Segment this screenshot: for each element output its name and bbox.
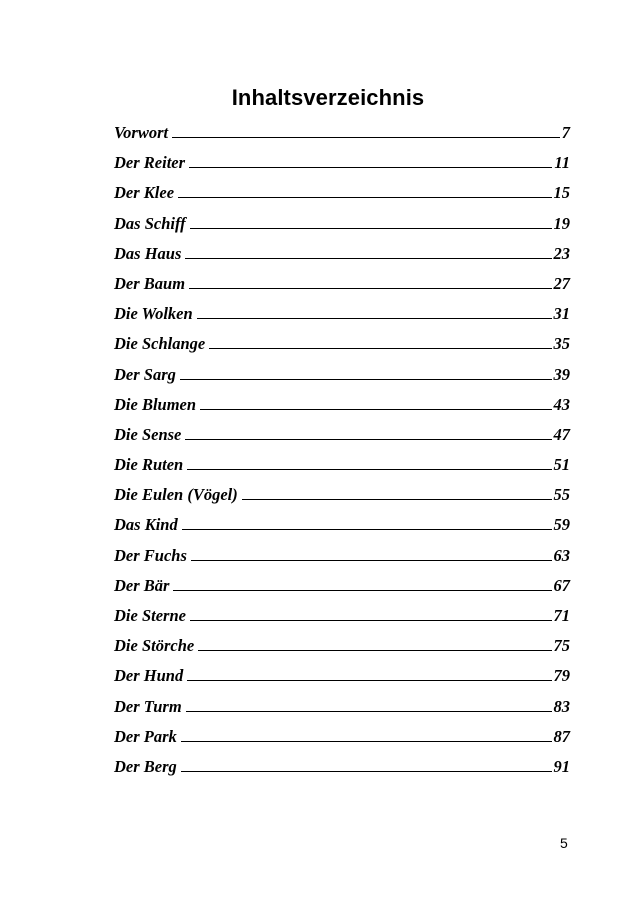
toc-entry-page: 35	[553, 334, 570, 354]
toc-entry	[114, 571, 570, 601]
toc-entry	[114, 601, 570, 631]
toc-entry-page: 43	[553, 394, 570, 414]
toc-entry-label: Das Haus	[114, 243, 182, 263]
toc-leader-line	[180, 379, 552, 380]
toc-entry-label: Der Fuchs	[114, 545, 187, 565]
toc-entry-label: Der Bär	[114, 575, 170, 595]
toc-entry-label: Vorwort	[114, 123, 169, 142]
toc-leader-line	[190, 228, 552, 229]
toc-entry-page: 87	[553, 726, 570, 746]
toc-entry-page: 19	[553, 213, 570, 233]
toc-entry-label: Der Sarg	[114, 364, 176, 384]
toc-entry-label: Die Sterne	[114, 606, 186, 625]
toc-entry	[114, 661, 570, 691]
toc-leader-line	[181, 771, 552, 772]
toc-entry-page: 83	[553, 696, 570, 716]
toc-entry	[114, 692, 570, 722]
toc-entry-page: 23	[553, 243, 570, 263]
toc-entry	[114, 752, 570, 782]
toc-entry	[114, 148, 570, 178]
toc-entry-page: 59	[553, 515, 570, 535]
toc-entry	[114, 390, 570, 420]
toc-leader-line	[187, 680, 551, 681]
toc-leader-line	[173, 590, 551, 591]
toc-leader-line	[187, 469, 551, 470]
toc-entry-page: 47	[553, 424, 570, 444]
toc-entry-page: 7	[561, 123, 570, 142]
toc-entry	[114, 299, 570, 329]
toc-entry	[114, 239, 570, 269]
toc-leader-line	[172, 137, 560, 138]
toc-entry	[114, 510, 570, 540]
toc-leader-line	[182, 529, 552, 530]
toc-entry-label: Die Ruten	[114, 455, 184, 475]
toc-entry-label: Die Wolken	[114, 304, 193, 324]
toc-entry-label: Der Reiter	[114, 153, 186, 173]
table-of-contents	[114, 118, 570, 782]
toc-entry-label: Das Schiff	[114, 213, 186, 233]
toc-entry-label: Die Eulen (Vögel)	[114, 485, 238, 505]
page-title: Inhaltsverzeichnis	[231, 85, 425, 110]
toc-leader-line	[185, 258, 551, 259]
toc-leader-line	[191, 560, 552, 561]
toc-leader-line	[185, 439, 551, 440]
toc-entry	[114, 541, 570, 571]
toc-entry-page: 71	[553, 606, 570, 625]
toc-entry	[114, 269, 570, 299]
toc-entry-page: 51	[553, 455, 570, 475]
toc-entry-page: 91	[553, 756, 570, 776]
toc-entry-page: 79	[553, 666, 570, 686]
toc-entry	[114, 631, 570, 661]
toc-entry-label: Die Schlange	[114, 334, 206, 354]
toc-entry	[114, 450, 570, 480]
toc-leader-line	[242, 499, 552, 500]
toc-entry-page: 63	[553, 545, 570, 565]
toc-entry	[114, 480, 570, 510]
toc-entry-label: Der Park	[114, 726, 177, 746]
toc-entry	[114, 178, 570, 208]
toc-leader-line	[189, 288, 551, 289]
toc-leader-line	[209, 348, 551, 349]
toc-entry	[114, 209, 570, 239]
toc-leader-line	[197, 318, 552, 319]
toc-entry	[114, 360, 570, 390]
toc-leader-line	[181, 741, 552, 742]
toc-entry	[114, 118, 570, 148]
page-number: 5	[560, 835, 568, 851]
toc-entry-label: Die Sense	[114, 424, 182, 444]
toc-entry	[114, 329, 570, 359]
toc-leader-line	[178, 197, 551, 198]
toc-leader-line	[200, 409, 551, 410]
toc-entry-page: 27	[553, 273, 570, 293]
toc-entry-label: Die Störche	[114, 636, 195, 656]
toc-entry-label: Der Berg	[114, 756, 177, 776]
toc-leader-line	[198, 650, 551, 651]
toc-entry-label: Der Klee	[114, 183, 175, 203]
toc-entry	[114, 420, 570, 450]
toc-entry-page: 11	[554, 153, 570, 173]
toc-entry-label: Die Blumen	[114, 394, 197, 414]
toc-entry-label: Das Kind	[114, 515, 178, 535]
toc-entry-page: 15	[553, 183, 570, 203]
toc-entry-label: Der Hund	[114, 666, 184, 686]
toc-leader-line	[190, 620, 552, 621]
toc-leader-line	[186, 711, 552, 712]
toc-entry-page: 75	[553, 636, 570, 656]
toc-entry-page: 31	[553, 304, 570, 324]
toc-entry-label: Der Turm	[114, 696, 182, 716]
toc-entry-page: 67	[553, 575, 570, 595]
toc-entry-page: 39	[553, 364, 570, 384]
toc-entry-label: Der Baum	[114, 273, 186, 293]
toc-entry-page: 55	[553, 485, 570, 505]
toc-leader-line	[189, 167, 552, 168]
toc-entry	[114, 722, 570, 752]
